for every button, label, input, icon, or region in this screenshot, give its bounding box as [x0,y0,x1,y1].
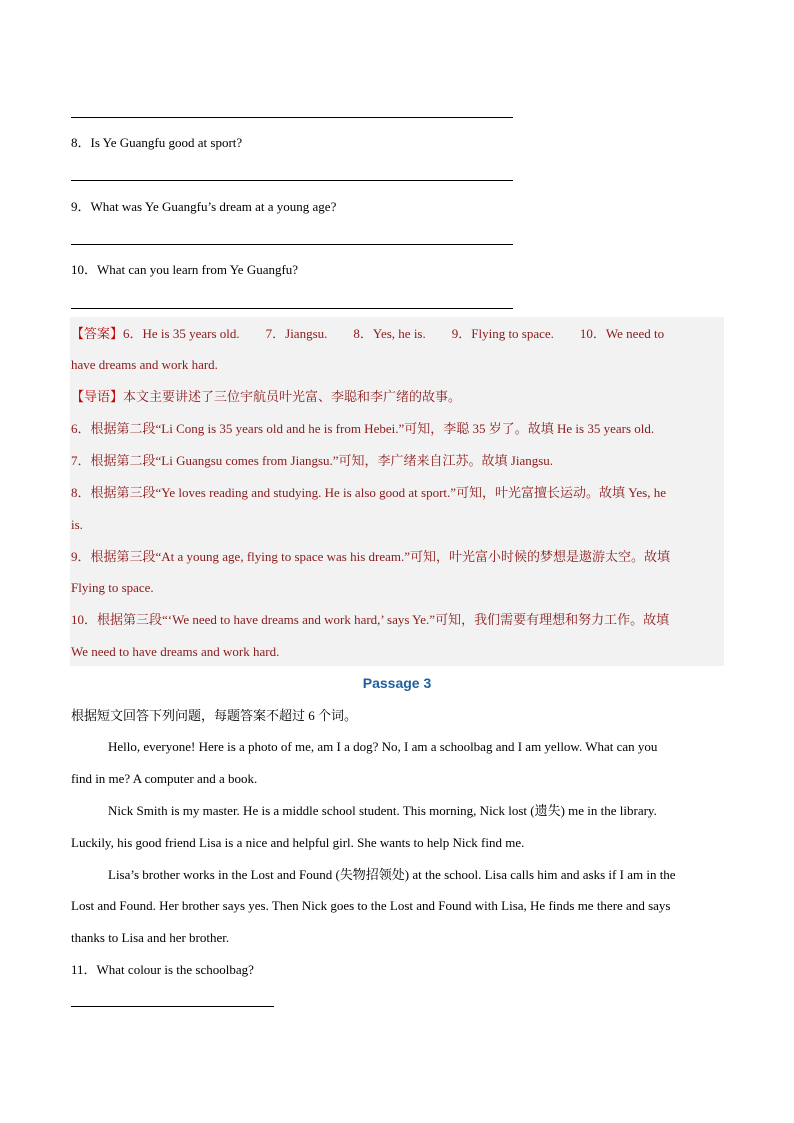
explanation-line: 7．根据第二段“Li Guangsu comes from Jiangsu.”可知，李广绪来自江苏。故填 Jiangsu. [71,453,554,468]
question-9: 9．What was Ye Guangfu’s dream at a young age? [71,199,337,214]
answer-line [71,326,664,342]
explanation-line: is. [71,517,83,532]
explanation-line: We need to have dreams and work hard. [71,644,280,659]
question-11: 11．What colour is the schoolbag? [71,962,254,977]
answer-blank-line[interactable] [71,1006,274,1007]
answer-values: 6．He is 35 years old. 7．Jiangsu. 8．Yes, he is. 9．Flying to space. 10．We need to [123,326,665,341]
answer-blank-line[interactable] [71,117,513,118]
answer-tag: 【答案】 [71,326,124,341]
passage-line: Lost and Found. Her brother says yes. Then Nick goes to the Lost and Found with Lisa, He finds me there and says [71,898,671,913]
guide-line [71,389,461,405]
explanation-line: Flying to space. [71,580,154,595]
explanation-line: 10．根据第三段“‘We need to have dreams and work hard,’ says Ye.”可知，我们需要有理想和努力工作。故填 [71,612,670,627]
explanation-line: 9．根据第三段“At a young age, flying to space was his dream.”可知，叶光富小时候的梦想是遨游太空。故填 [71,549,671,564]
answer-line-continued: have dreams and work hard. [71,357,218,372]
answer-blank-line[interactable] [71,244,513,245]
guide-tag: 【导语】 [71,389,124,404]
passage-line: Nick Smith is my master. He is a middle school student. This morning, Nick lost (遗失) me in the library. [108,803,657,818]
explanation-line: 6．根据第二段“Li Cong is 35 years old and he is from Hebei.”可知，李聪 35 岁了。故填 He is 35 years old. [71,421,655,436]
guide-text: 本文主要讲述了三位宇航员叶光富、李聪和李广绪的故事。 [123,389,462,404]
passage-title: Passage 3 [362,675,432,691]
passage-line: find in me? A computer and a book. [71,771,258,786]
answer-blank-line[interactable] [71,308,513,309]
passage-instruction: 根据短文回答下列问题，每题答案不超过 6 个词。 [71,708,358,723]
passage-line: Hello, everyone! Here is a photo of me, am I a dog? No, I am a schoolbag and I am yellow. What can you [108,739,658,754]
passage-line: Luckily, his good friend Lisa is a nice and helpful girl. She wants to help Nick find me. [71,835,525,850]
question-8: 8．Is Ye Guangfu good at sport? [71,135,243,150]
answer-blank-line[interactable] [71,180,513,181]
question-10: 10．What can you learn from Ye Guangfu? [71,262,299,277]
passage-line: thanks to Lisa and her brother. [71,930,230,945]
explanation-line: 8．根据第三段“Ye loves reading and studying. He is also good at sport.”可知，叶光富擅长运动。故填 Yes, he [71,485,666,500]
passage-line: Lisa’s brother works in the Lost and Found (失物招领处) at the school. Lisa calls him and asks if I am in the [108,867,676,882]
